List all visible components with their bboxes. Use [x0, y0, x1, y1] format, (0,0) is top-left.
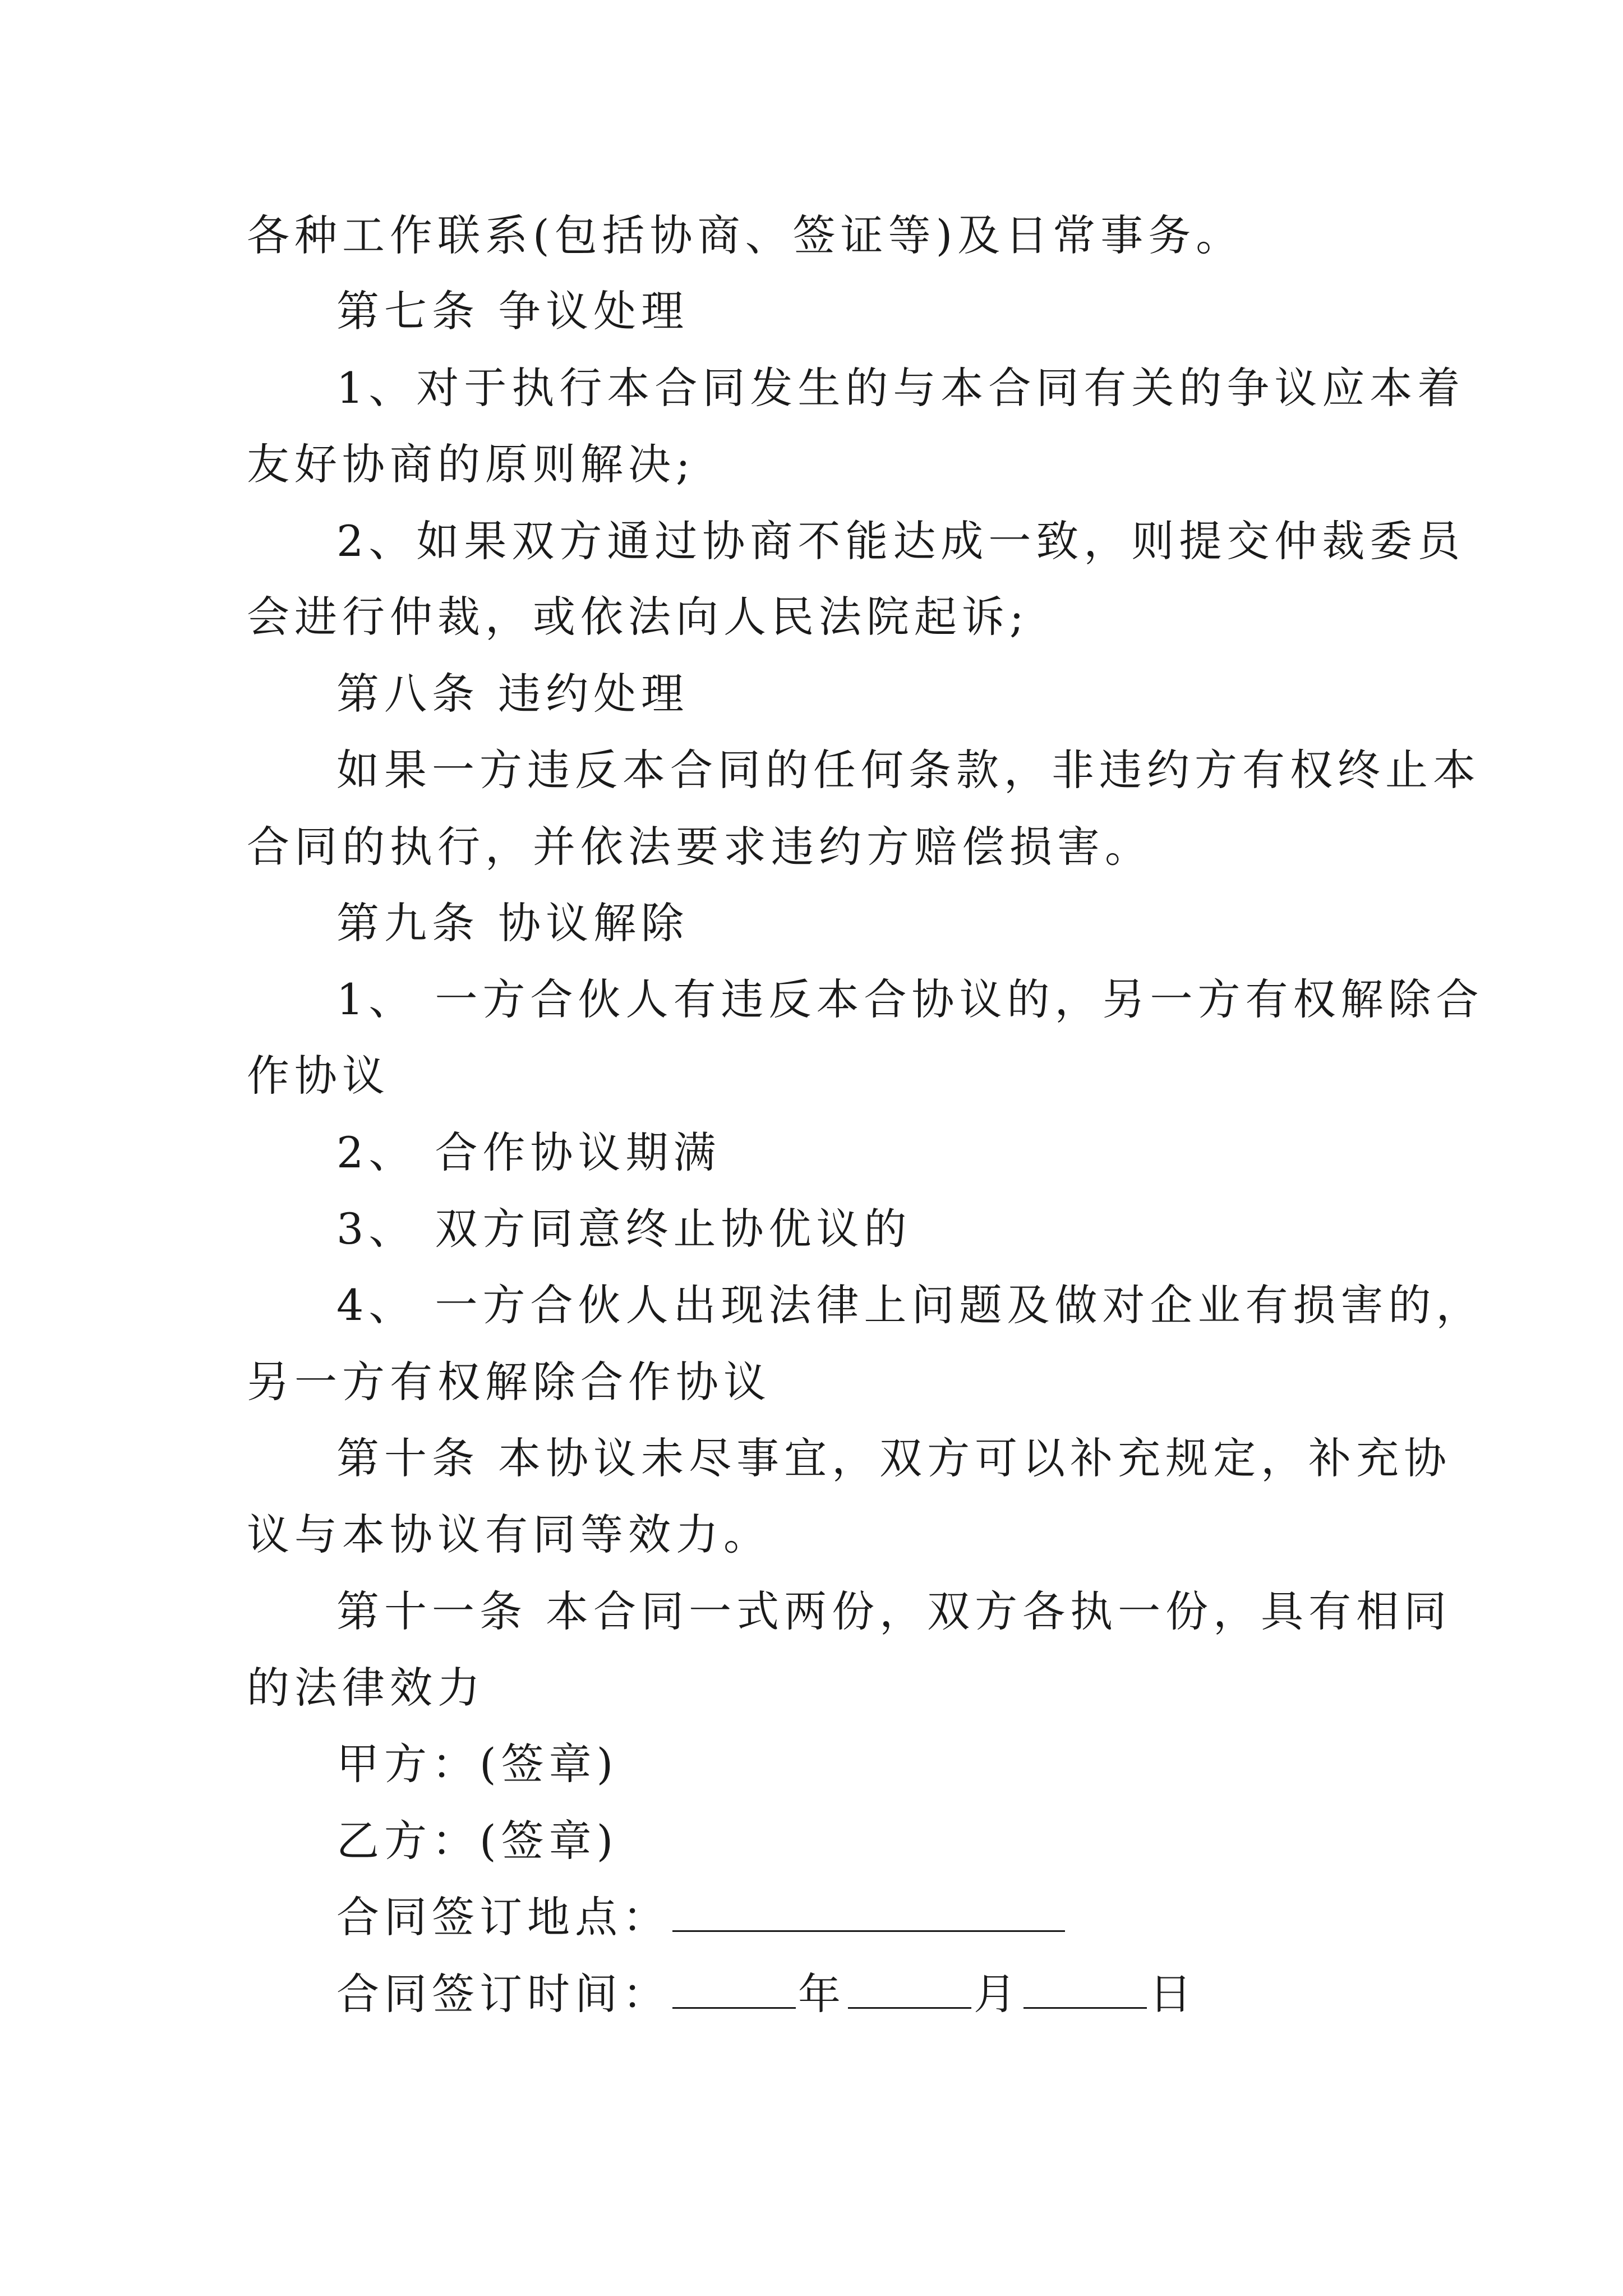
- day-blank: [1023, 1973, 1147, 2009]
- sign-time-label: 合同签订时间：: [336, 1969, 670, 2019]
- year-label: 年: [798, 1969, 846, 2019]
- paragraph-line: 如果一方违反本合同的任何条款，非违约方有权终止本: [336, 745, 1481, 795]
- paragraph-line: 1、对于执行本合同发生的与本合同有关的争议应本着: [336, 363, 1465, 413]
- article-heading: 第九条 协议解除: [336, 898, 689, 948]
- paragraph-line: 2、如果双方通过协商不能达成一致，则提交仲裁委员: [336, 516, 1465, 566]
- article-heading: 第七条 争议处理: [336, 286, 689, 336]
- sign-time-line: [336, 1966, 1197, 2022]
- sign-place-label: 合同签订地点：: [336, 1892, 670, 1942]
- day-label: 日: [1149, 1969, 1197, 2019]
- paragraph-line: 的法律效力: [247, 1663, 485, 1713]
- paragraph-line: 合同的执行，并依法要求违约方赔偿损害。: [247, 822, 1152, 872]
- paragraph-line: 4、 一方合伙人出现法律上问题及做对企业有损害的，: [336, 1280, 1484, 1330]
- article-heading: 第十一条 本合同一式两份，双方各执一份，具有相同: [336, 1586, 1452, 1636]
- party-a-signature-line: 甲方：(签章): [336, 1739, 619, 1789]
- paragraph-line: 3、 双方同意终止协优议的: [336, 1204, 912, 1254]
- party-b-signature-line: 乙方：(签章): [336, 1816, 619, 1866]
- sign-place-blank: [672, 1897, 1065, 1932]
- paragraph-line: 议与本协议有同等效力。: [247, 1510, 771, 1559]
- paragraph-line: 友好协商的原则解决;: [247, 439, 695, 489]
- paragraph-line: 会进行仲裁，或依法向人民法院起诉;: [247, 592, 1029, 642]
- paragraph-line: 各种工作联系(包括协商、签证等)及日常事务。: [247, 210, 1244, 260]
- month-blank: [848, 1973, 971, 2009]
- article-heading: 第十条 本协议未尽事宜，双方可以补充规定，补充协: [336, 1433, 1452, 1483]
- sign-place-line: [336, 1889, 1067, 1945]
- paragraph-line: 2、 合作协议期满: [336, 1128, 721, 1177]
- month-label: 月: [974, 1969, 1021, 2019]
- year-blank: [672, 1973, 796, 2009]
- paragraph-line: 1、 一方合伙人有违反本合协议的，另一方有权解除合: [336, 974, 1484, 1024]
- article-heading: 第八条 违约处理: [336, 669, 689, 719]
- paragraph-line: 另一方有权解除合作协议: [247, 1357, 771, 1407]
- paragraph-line: 作协议: [247, 1051, 390, 1101]
